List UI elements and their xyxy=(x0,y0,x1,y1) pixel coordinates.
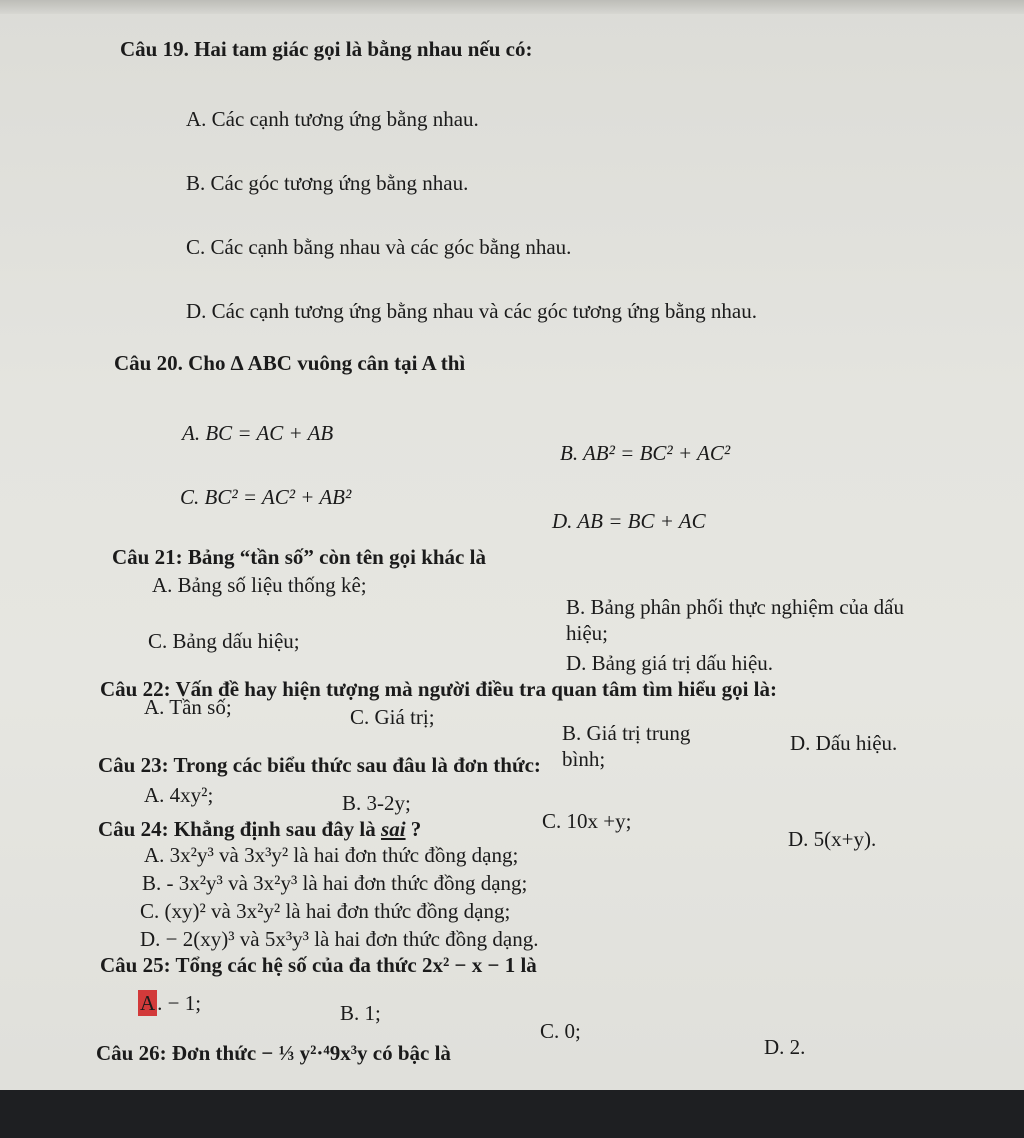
question-26-title: Câu 26: Đơn thức − ⅓ y²·⁴9x³y có bậc là xyxy=(96,1041,451,1065)
question-24-option-d: D. − 2(xy)³ và 5x³y³ là hai đơn thức đồng dạng. xyxy=(140,927,539,951)
question-24-option-a: A. 3x²y³ và 3x³y² là hai đơn thức đồng dạng; xyxy=(144,843,519,867)
answer-highlight-mark: A xyxy=(140,991,156,1015)
question-24-option-c: C. (xy)² và 3x²y² là hai đơn thức đồng dạng; xyxy=(140,899,511,923)
question-25-option-b: B. 1; xyxy=(340,1001,381,1025)
question-21-option-c: C. Bảng dấu hiệu; xyxy=(148,629,300,653)
question-20-option-d: D. AB = BC + AC xyxy=(552,509,706,533)
question-19-option-b: B. Các góc tương ứng bằng nhau. xyxy=(186,171,469,195)
paper-top-edge xyxy=(0,0,1024,14)
question-25-option-a-text: . − 1; xyxy=(157,991,202,1015)
question-23-option-a: A. 4xy²; xyxy=(144,783,214,807)
question-20-option-a: A. BC = AC + AB xyxy=(182,421,334,445)
question-20-option-c: C. BC² = AC² + AB² xyxy=(180,485,352,509)
question-21-title: Câu 21: Bảng “tần số” còn tên gọi khác là xyxy=(112,545,486,569)
dark-background-edge xyxy=(0,1090,1024,1138)
question-24-title-suffix: ? xyxy=(405,817,422,841)
question-22-option-a: A. Tần số; xyxy=(144,695,232,719)
question-22-title: Câu 22: Vấn đề hay hiện tượng mà người điều tra quan tâm tìm hiểu gọi là: xyxy=(100,677,777,701)
question-21-option-b-cont: hiệu; xyxy=(566,621,608,645)
question-23-option-b: B. 3-2y; xyxy=(342,791,411,815)
question-25-option-c: C. 0; xyxy=(540,1019,581,1043)
question-22-option-d: D. Dấu hiệu. xyxy=(790,731,898,755)
question-19-title: Câu 19. Hai tam giác gọi là bằng nhau nếu có: xyxy=(120,37,533,61)
question-24-keyword-sai: sai xyxy=(381,817,406,841)
question-23-option-c: C. 10x +y; xyxy=(542,809,632,833)
question-25-title: Câu 25: Tổng các hệ số của đa thức 2x² − x − 1 là xyxy=(100,953,537,977)
question-22-option-b-cont: bình; xyxy=(562,747,606,771)
question-20-title: Câu 20. Cho ∆ ABC vuông cân tại A thì xyxy=(114,351,466,375)
question-21-option-d: D. Bảng giá trị dấu hiệu. xyxy=(566,651,774,675)
question-19-option-c: C. Các cạnh bằng nhau và các góc bằng nhau. xyxy=(186,235,572,259)
question-25-option-d: D. 2. xyxy=(764,1035,806,1059)
question-24-title xyxy=(98,816,421,842)
question-19-option-a: A. Các cạnh tương ứng bằng nhau. xyxy=(186,107,479,131)
question-24-option-b: B. - 3x²y³ và 3x²y³ là hai đơn thức đồng dạng; xyxy=(142,871,528,895)
question-22-option-c: C. Giá trị; xyxy=(350,705,435,729)
question-25-option-a xyxy=(138,990,201,1016)
question-23-option-d: D. 5(x+y). xyxy=(788,827,877,851)
question-23-title: Câu 23: Trong các biểu thức sau đâu là đơn thức: xyxy=(98,753,541,777)
question-21-option-a: A. Bảng số liệu thống kê; xyxy=(152,573,367,597)
question-19-option-d: D. Các cạnh tương ứng bằng nhau và các góc tương ứng bằng nhau. xyxy=(186,299,757,323)
question-24-title-prefix: Câu 24: Khẳng định sau đây là xyxy=(98,817,382,841)
question-21-option-b: B. Bảng phân phối thực nghiệm của dấu xyxy=(566,595,904,619)
question-20-option-b: B. AB² = BC² + AC² xyxy=(560,441,731,465)
question-22-option-b: B. Giá trị trung xyxy=(562,721,691,745)
